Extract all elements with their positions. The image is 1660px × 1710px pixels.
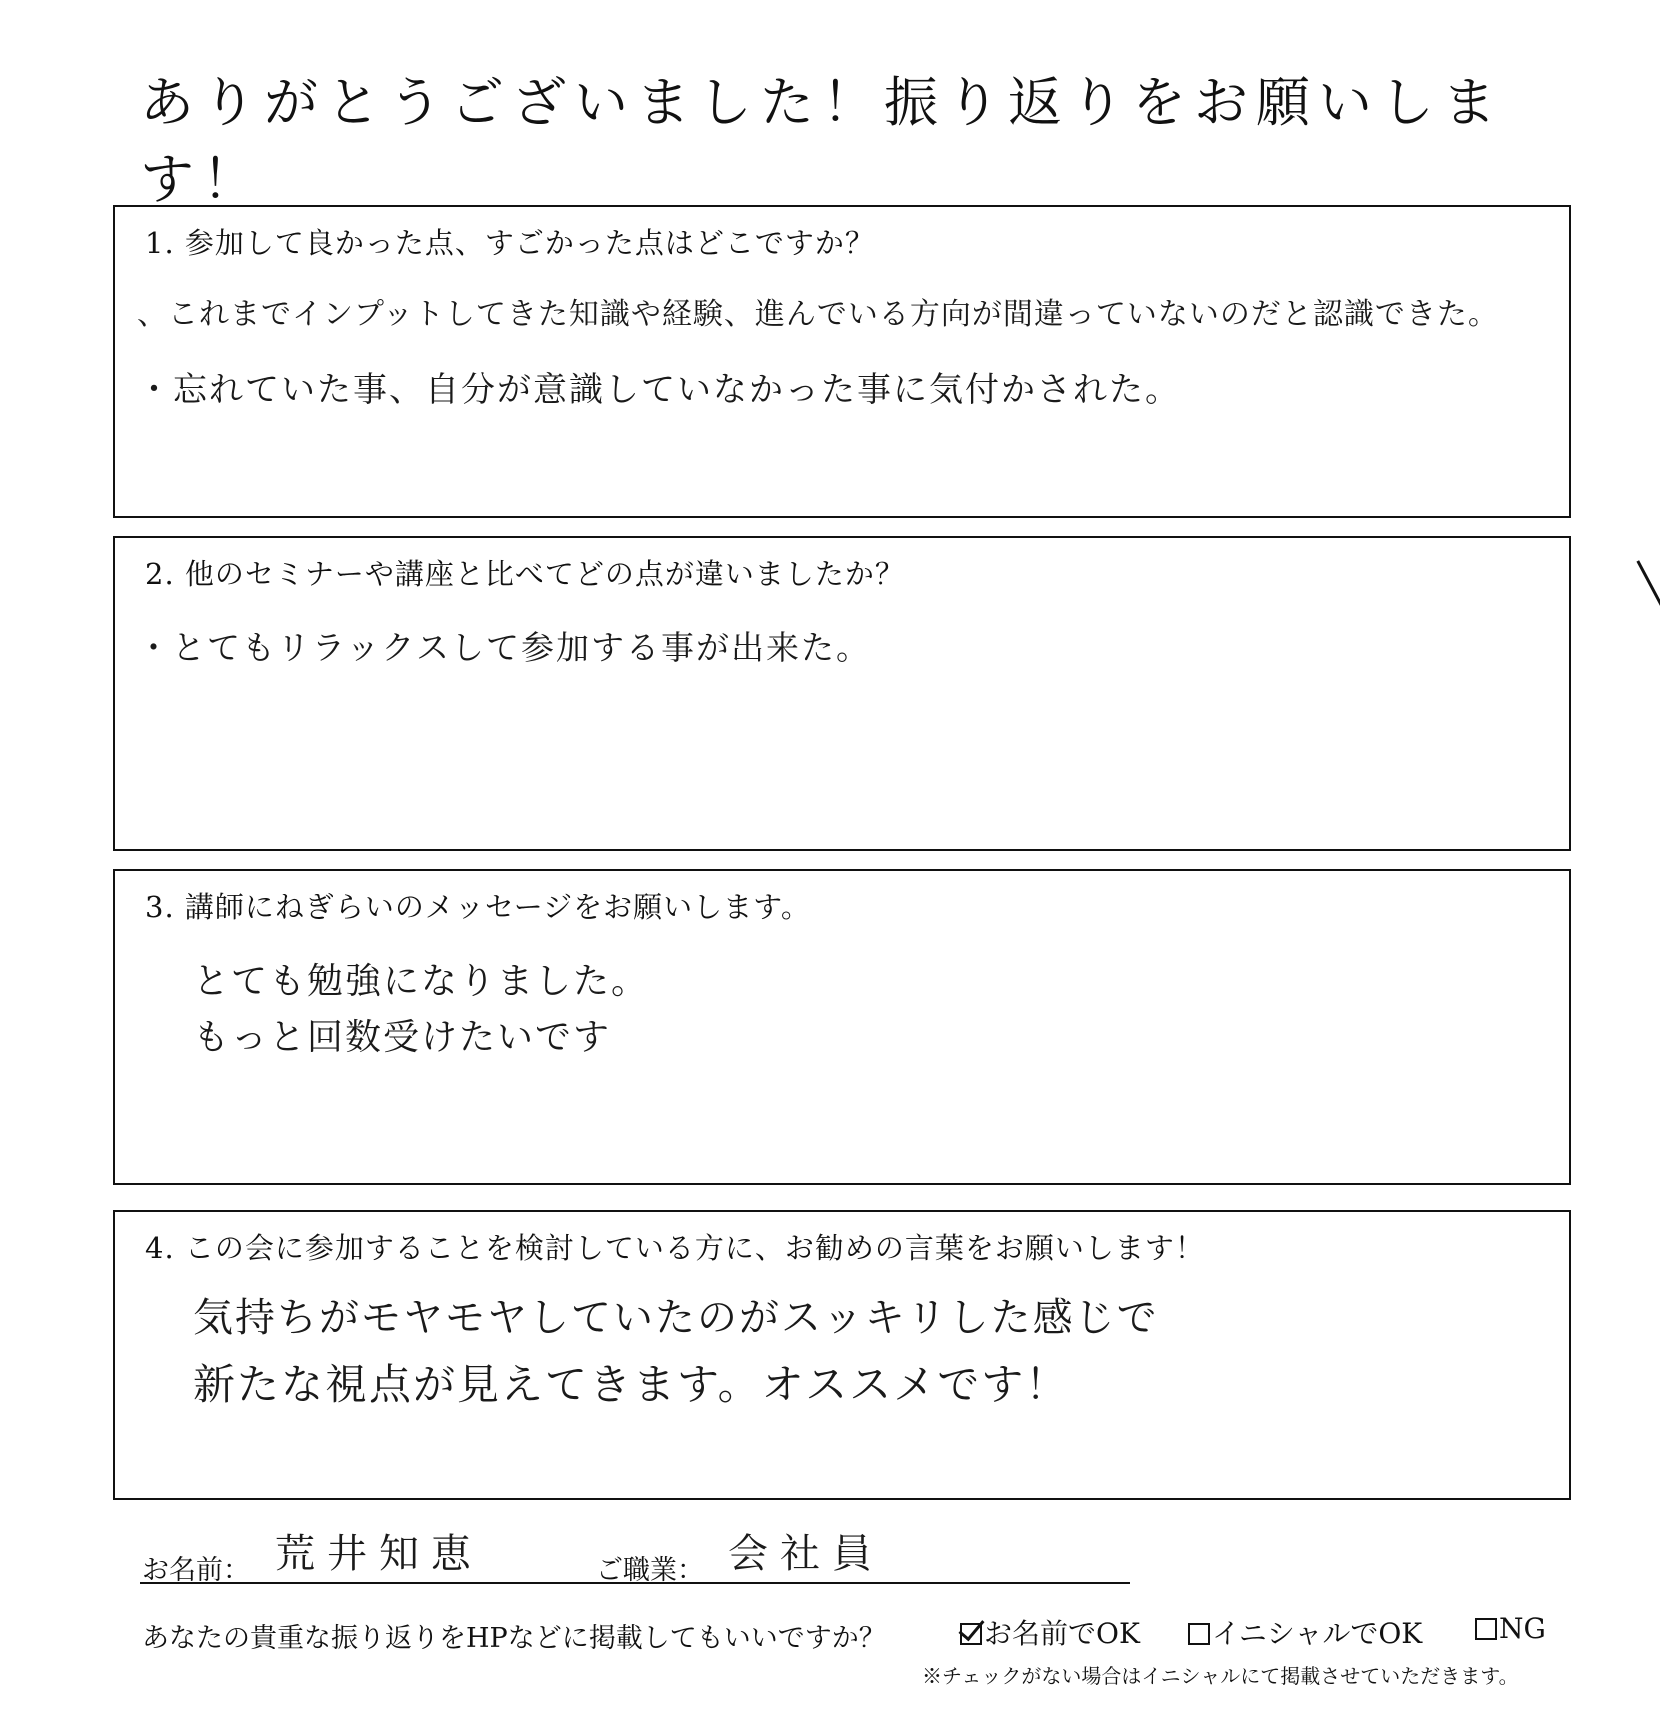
question-box-4 (113, 1210, 1571, 1500)
answer-line: もっと回数受けたいです (193, 1017, 612, 1058)
answer-line: 新たな視点が見えてきます。オススメです！ (193, 1360, 1070, 1409)
question-label: 2. 他のセミナーや講座と比べてどの点が違いましたか？ (145, 557, 905, 591)
margin-pen-stroke (1636, 560, 1660, 606)
page-title: ありがとうございました！振り返りをお願いします！ (140, 71, 1504, 211)
name-label: お名前： (142, 1555, 250, 1586)
question-label: 4. この会に参加することを検討している方に、お勧めの言葉をお願いします！ (145, 1231, 1205, 1265)
answer-line: とても勉強になりました。 (193, 961, 650, 1002)
option-label: NG (1499, 1612, 1546, 1645)
checkbox-icon[interactable] (1188, 1623, 1210, 1645)
answer-line: 気持ちがモヤモヤしていたのがスッキリした感じで (193, 1295, 1159, 1341)
question-label: 1. 参加して良かった点、すごかった点はどこですか？ (145, 226, 875, 260)
option-name-ok[interactable] (960, 1612, 1140, 1652)
option-initial-ok[interactable] (1188, 1612, 1422, 1652)
answer-line: ・忘れていた事、自分が意識していなかった事に気付かされた。 (137, 370, 1181, 410)
question-box-3 (113, 869, 1571, 1185)
option-ng[interactable] (1475, 1612, 1546, 1645)
name-value: 荒井知恵 (275, 1531, 483, 1577)
footnote: ※チェックがない場合はイニシャルにて掲載させていただきます。 (922, 1664, 1519, 1688)
job-label: ご職業： (596, 1555, 704, 1586)
question-label: 3. 講師にねぎらいのメッセージをお願いします。 (145, 890, 811, 924)
option-label: イニシャルでOK (1212, 1617, 1423, 1650)
signature-underline (140, 1582, 1130, 1584)
option-label: お名前でOK (984, 1617, 1140, 1650)
answer-line: 、これまでインプットしてきた知識や経験、進んでいる方向が間違っていないのだと認識できた。 (137, 297, 1499, 332)
checkbox-checked-icon[interactable] (960, 1623, 982, 1645)
question-box-1 (113, 205, 1571, 518)
consent-question: あなたの貴重な振り返りをHPなどに掲載してもいいですか？ (142, 1623, 886, 1654)
job-value: 会社員 (728, 1531, 884, 1577)
checkbox-icon[interactable] (1475, 1618, 1497, 1640)
answer-line: ・とてもリラックスして参加する事が出来た。 (137, 628, 872, 667)
question-box-2 (113, 536, 1571, 851)
